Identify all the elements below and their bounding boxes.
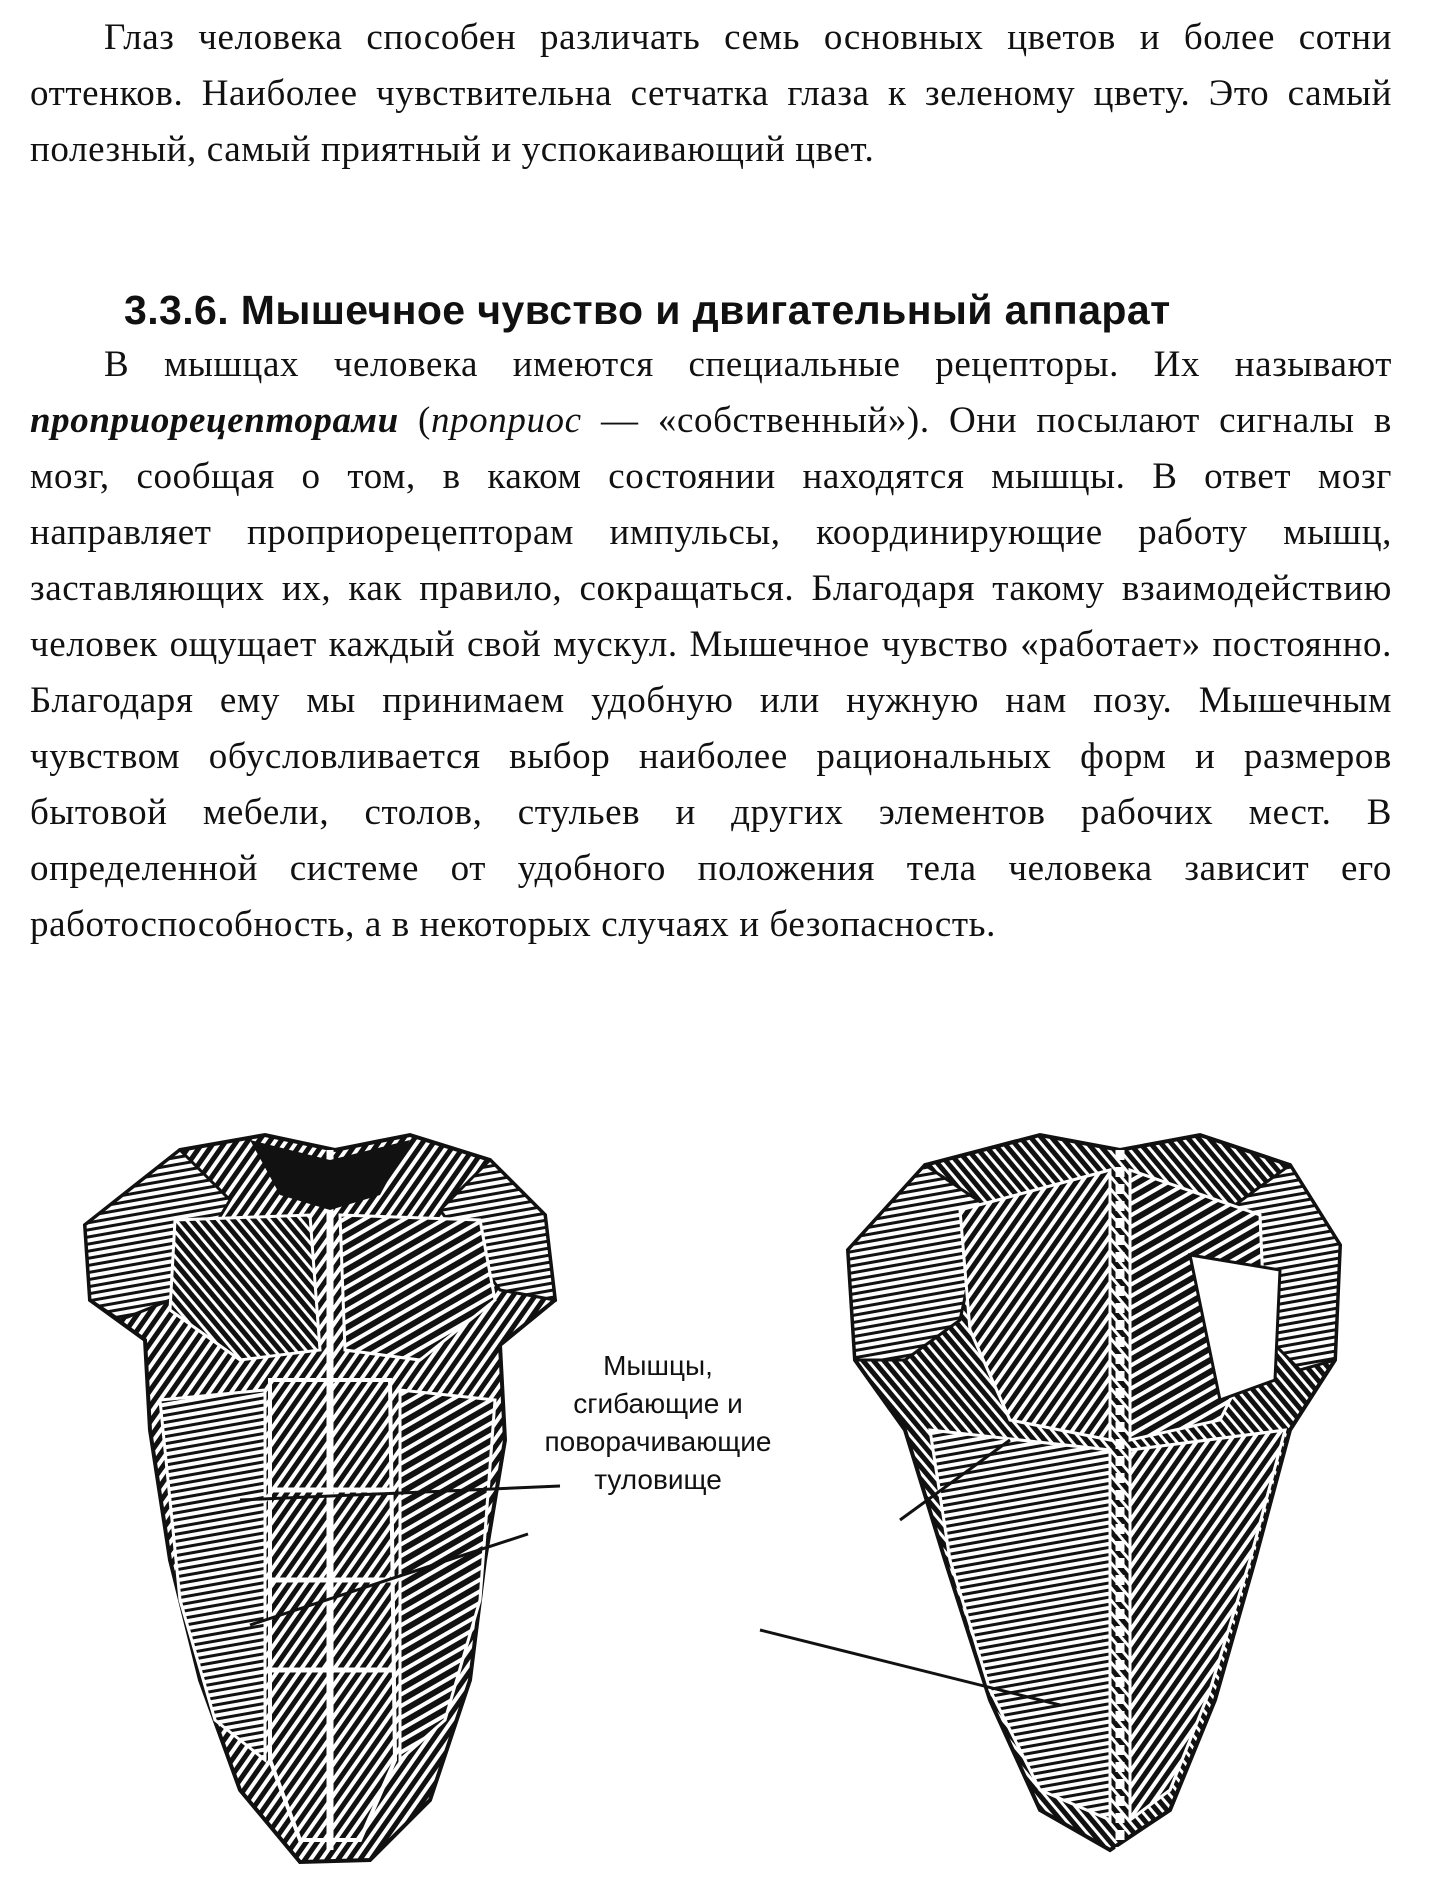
paragraph-2-part-2: ( bbox=[398, 400, 431, 441]
caption-line-1: Мышцы, bbox=[603, 1350, 713, 1381]
term-proprioceptors: проприорецепторами bbox=[30, 400, 399, 441]
paragraph-1-text: Глаз человека способен различать семь основных цветов и более сотни оттенков. Наиболее чувствительна сетчатка глаза к зеленому цвету. Это самый полезный, самый приятный и успокаивающий цвет. bbox=[30, 17, 1392, 170]
paragraph-2-part-1: В мышцах человека имеются специальные рецепторы. Их называют bbox=[104, 344, 1392, 385]
figure-caption bbox=[528, 1347, 788, 1499]
paragraph-2-text bbox=[30, 337, 1392, 953]
paragraph-muscle-sense bbox=[30, 337, 1392, 953]
caption-line-4: туловище bbox=[594, 1464, 722, 1495]
front-torso-drawing bbox=[85, 1135, 555, 1862]
caption-line-2: сгибающие и bbox=[573, 1388, 743, 1419]
front-right-oblique bbox=[400, 1390, 495, 1760]
section-heading: 3.3.6. Мышечное чувство и двигательный аппарат bbox=[124, 287, 1171, 333]
muscle-illustration bbox=[0, 1100, 1429, 1900]
back-right-latissimus bbox=[1130, 1430, 1285, 1820]
paragraph-2-part-3: — «собственный»). Они посылают сигналы в мозг, сообщая о том, в каком состоянии находятся мышцы. В ответ мозг направляет проприорецепторам импульсы, координирующие работу мышц, заставляющих их, как правило, сокращаться. Благодаря такому взаимодействию человек ощущает каждый свой мускул. Мышечное чувство «работает» постоянно. Благодаря ему мы принимаем удобную или нужную нам позу. Мышечным чувством обусловливается выбор наиболее рациональных форм и размеров бытовой мебели, столов, стульев и других элементов рабочих мест. В определенной системе от удобного положения тела человека зависит его работоспособность, а в некоторых случаях и безопасность. bbox=[30, 400, 1392, 945]
term-origin: проприос bbox=[430, 400, 582, 441]
paragraph-color-vision bbox=[30, 10, 1392, 178]
back-torso-drawing bbox=[848, 1135, 1340, 1850]
caption-line-3: поворачивающие bbox=[544, 1426, 772, 1457]
